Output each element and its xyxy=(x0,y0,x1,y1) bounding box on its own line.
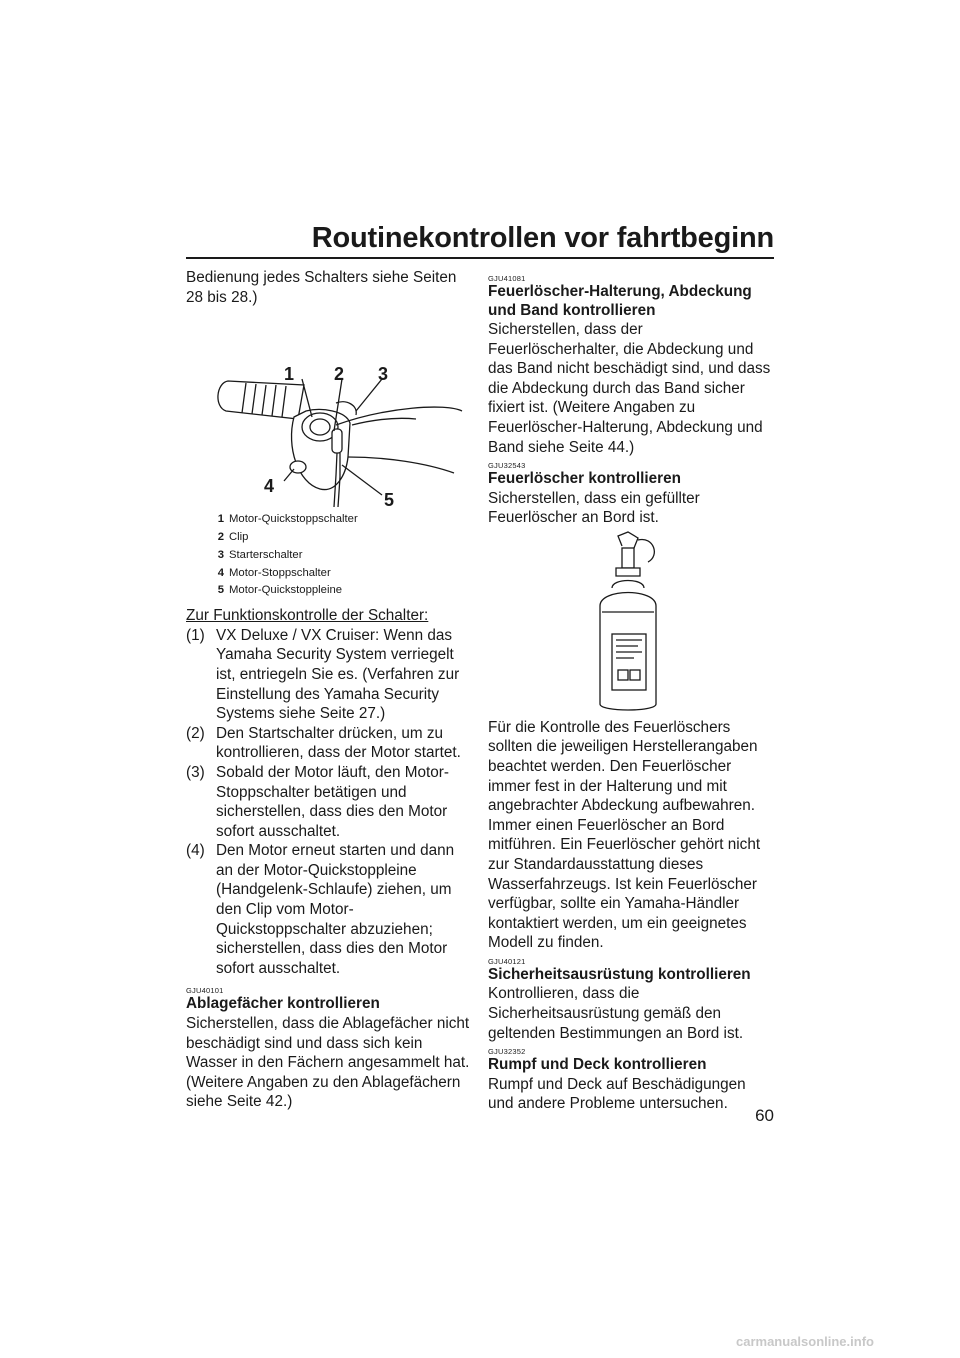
check-steps xyxy=(186,626,470,979)
step-item: (4) Den Motor erneut starten und dann an der Motor-Quickstoppleine (Handgelenk-Schlaufe) ziehen, um den Clip vom Motor-Quickstoppschalter abzuziehen; sicherstellen, dass dies den Motor sofort ausschaltet. xyxy=(186,842,455,977)
right-column xyxy=(488,268,774,1114)
bracket-text: Sicherstellen, dass der Feuerlöscherhalter, die Abdeckung und das Band nicht beschädigt sind, und dass die Abdeckung durch das Band sicher fixiert ist. (Weitere Angaben zu Feuerlöscher-Halterung, Abdeckung und Band siehe Seite 44.) xyxy=(488,321,771,456)
extinguisher-text-1: Für die Kontrolle des Feuerlöschers sollten die jeweiligen Herstellerangaben beachtet werden. Den Feuerlöscher immer fest in der Halterung und mit angebrachter Abdeckung aufbewahren. xyxy=(488,718,758,815)
safety-text: Kontrollieren, dass die Sicherheitsausrüstung gemäß den geltenden Bestimmungen an Bord ist. xyxy=(488,985,744,1042)
extinguisher-heading: Feuerlöscher kontrollieren xyxy=(488,470,681,488)
callout-5: 5 xyxy=(384,490,395,511)
intro-text: Bedienung jedes Schalters siehe Seiten 28 bis 28.) xyxy=(186,269,457,306)
extinguisher-figure xyxy=(488,528,774,718)
section-code: GJU32352 xyxy=(488,1047,526,1057)
extinguisher-intro: Sicherstellen, dass ein gefüllter Feuerlöscher an Bord ist. xyxy=(488,489,700,527)
callout-4: 4 xyxy=(264,476,275,497)
page-title: Routinekontrollen vor fahrtbeginn xyxy=(311,222,774,254)
figure-legend xyxy=(214,511,470,600)
section-code: GJU41081 xyxy=(488,274,526,283)
extinguisher-text-2: Immer einen Feuerlöscher an Bord mitführen. Ein Feuerlöscher gehört nicht zur Standardausstattung dieses Wasserfahrzeugs. Ist kein Feuerlöscher verfügbar, sollte ein Yamaha-Händler kontaktiert werden, um ein geeignetes Modell zu finden. xyxy=(488,816,761,952)
legend-item: 1 Motor-Quickstoppschalter xyxy=(217,513,358,526)
step-item: (3) Sobald der Motor läuft, den Motor-Stoppschalter betätigen und sicherstellen, dass dies den Motor sofort ausschaltet. xyxy=(186,763,449,840)
section-code: GJU40101 xyxy=(186,986,224,996)
fire-extinguisher-illustration xyxy=(488,528,774,718)
legend-item: 3 Starterschalter xyxy=(217,548,303,561)
callout-3: 3 xyxy=(378,364,389,385)
handlebar-illustration xyxy=(186,307,470,507)
storage-heading: Ablagefächer kontrollieren xyxy=(186,995,380,1013)
title-rule xyxy=(186,257,774,259)
check-heading: Zur Funktionskontrolle der Schalter: xyxy=(186,607,429,625)
bracket-heading: Feuerlöscher-Halterung, Abdeckung und Band kontrollieren xyxy=(488,283,752,319)
hull-text: Rumpf und Deck auf Beschädigungen und andere Probleme untersuchen. xyxy=(488,1075,746,1113)
legend-item: 4 Motor-Stoppschalter xyxy=(217,566,331,579)
step-item: (2) Den Startschalter drücken, um zu kontrollieren, dass der Motor startet. xyxy=(186,724,461,762)
step-item: (1) VX Deluxe / VX Cruiser: Wenn das Yamaha Security System verriegelt ist, entriegeln Sie es. (Verfahren zur Einstellung des Yamaha Security Systems siehe Seite 27.) xyxy=(186,626,460,723)
watermark: carmanualsonline.info xyxy=(736,1334,874,1349)
safety-heading: Sicherheitsausrüstung kontrollieren xyxy=(488,965,751,983)
legend-item: 2 Clip xyxy=(217,530,249,543)
callout-2: 2 xyxy=(334,364,345,385)
section-code: GJU40121 xyxy=(488,956,526,966)
page-number: 60 xyxy=(755,1106,774,1125)
storage-text: Sicherstellen, dass die Ablagefächer nicht beschädigt sind und dass sich kein Wasser in den Fächern angesammelt hat. (Weitere Angaben zu den Ablagefächern siehe Seite 42.) xyxy=(186,1014,470,1111)
section-code: GJU32543 xyxy=(488,461,526,471)
handlebar-switch-figure xyxy=(186,307,470,511)
callout-1: 1 xyxy=(284,364,295,385)
hull-heading: Rumpf und Deck kontrollieren xyxy=(488,1056,707,1074)
legend-item: 5 Motor-Quickstoppleine xyxy=(217,584,343,597)
left-column xyxy=(186,268,470,1112)
